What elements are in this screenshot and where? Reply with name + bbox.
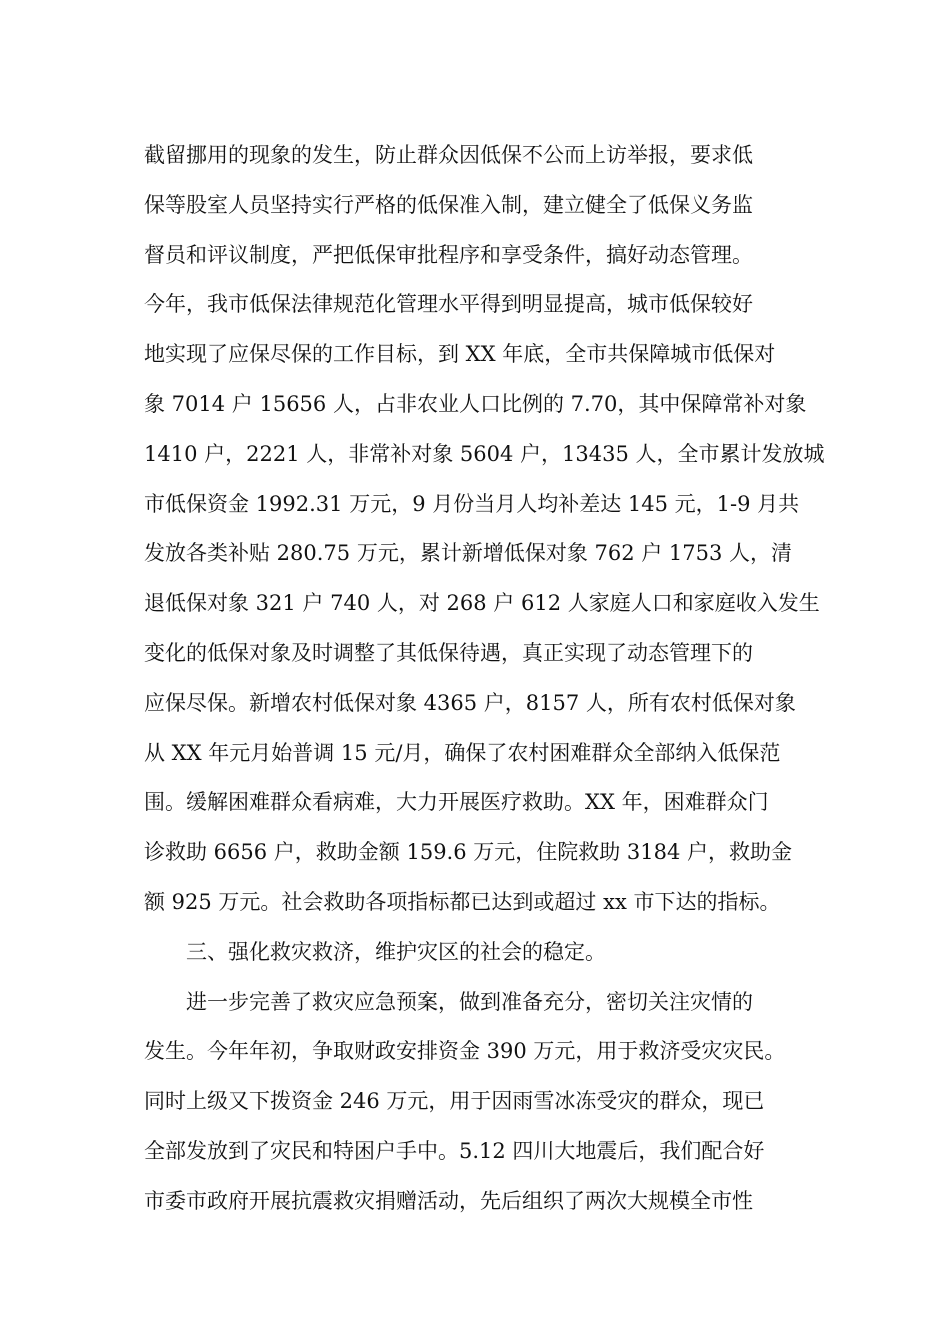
text-line: 变化的低保对象及时调整了其低保待遇，真正实现了动态管理下的 xyxy=(144,640,753,665)
text-line: 从 XX 年元月始普调 15 元/月，确保了农村困难群众全部纳入低保范 xyxy=(144,740,781,765)
text-line: 市低保资金 1992.31 万元，9 月份当月人均补差达 145 元，1-9 月共 xyxy=(144,491,800,516)
text-line: 象 7014 户 15656 人，占非农业人口比例的 7.70，其中保障常补对象 xyxy=(144,391,807,416)
text-line: 同时上级又下拨资金 246 万元，用于因雨雪冰冻受灾的群众，现已 xyxy=(144,1089,765,1114)
text-line: 诊救助 6656 户，救助金额 159.6 万元，住院救助 3184 户，救助金 xyxy=(144,840,793,865)
text-line: 督员和评议制度，严把低保审批程序和享受条件，搞好动态管理。 xyxy=(144,242,753,267)
text-line: 应保尽保。新增农村低保对象 4365 户，8157 人，所有农村低保对象 xyxy=(144,690,796,715)
text-line: 保等股室人员坚持实行严格的低保准入制，建立健全了低保义务监 xyxy=(144,192,753,217)
text-line: 退低保对象 321 户 740 人，对 268 户 612 人家庭人口和家庭收入发生 xyxy=(144,591,820,616)
text-line: 1410 户，2221 人，非常补对象 5604 户，13435 人，全市累计发放城 xyxy=(144,441,825,466)
text-line: 今年，我市低保法律规范化管理水平得到明显提高，城市低保较好 xyxy=(144,292,753,317)
text-line: 地实现了应保尽保的工作目标，到 XX 年底，全市共保障城市低保对 xyxy=(144,342,776,367)
text-line: 发生。今年年初，争取财政安排资金 390 万元，用于救济受灾灾民。 xyxy=(144,1039,786,1064)
text-line: 全部发放到了灾民和特困户手中。5.12 四川大地震后，我们配合好 xyxy=(144,1138,765,1163)
text-line: 发放各类补贴 280.75 万元，累计新增低保对象 762 户 1753 人，清 xyxy=(144,541,793,566)
text-line: 进一步完善了救灾应急预案，做到准备充分，密切关注灾情的 xyxy=(186,989,753,1014)
text-line: 市委市政府开展抗震救灾捐赠活动，先后组织了两次大规模全市性 xyxy=(144,1188,753,1213)
text-line: 截留挪用的现象的发生，防止群众因低保不公而上访举报，要求低 xyxy=(144,143,753,167)
text-line: 围。缓解困难群众看病难，大力开展医疗救助。XX 年，困难群众门 xyxy=(144,790,769,815)
text-line: 额 925 万元。社会救助各项指标都已达到或超过 xx 市下达的指标。 xyxy=(144,889,781,914)
document-body xyxy=(144,131,825,1227)
section-heading: 三、强化救灾救济，维护灾区的社会的稳定。 xyxy=(186,939,606,964)
